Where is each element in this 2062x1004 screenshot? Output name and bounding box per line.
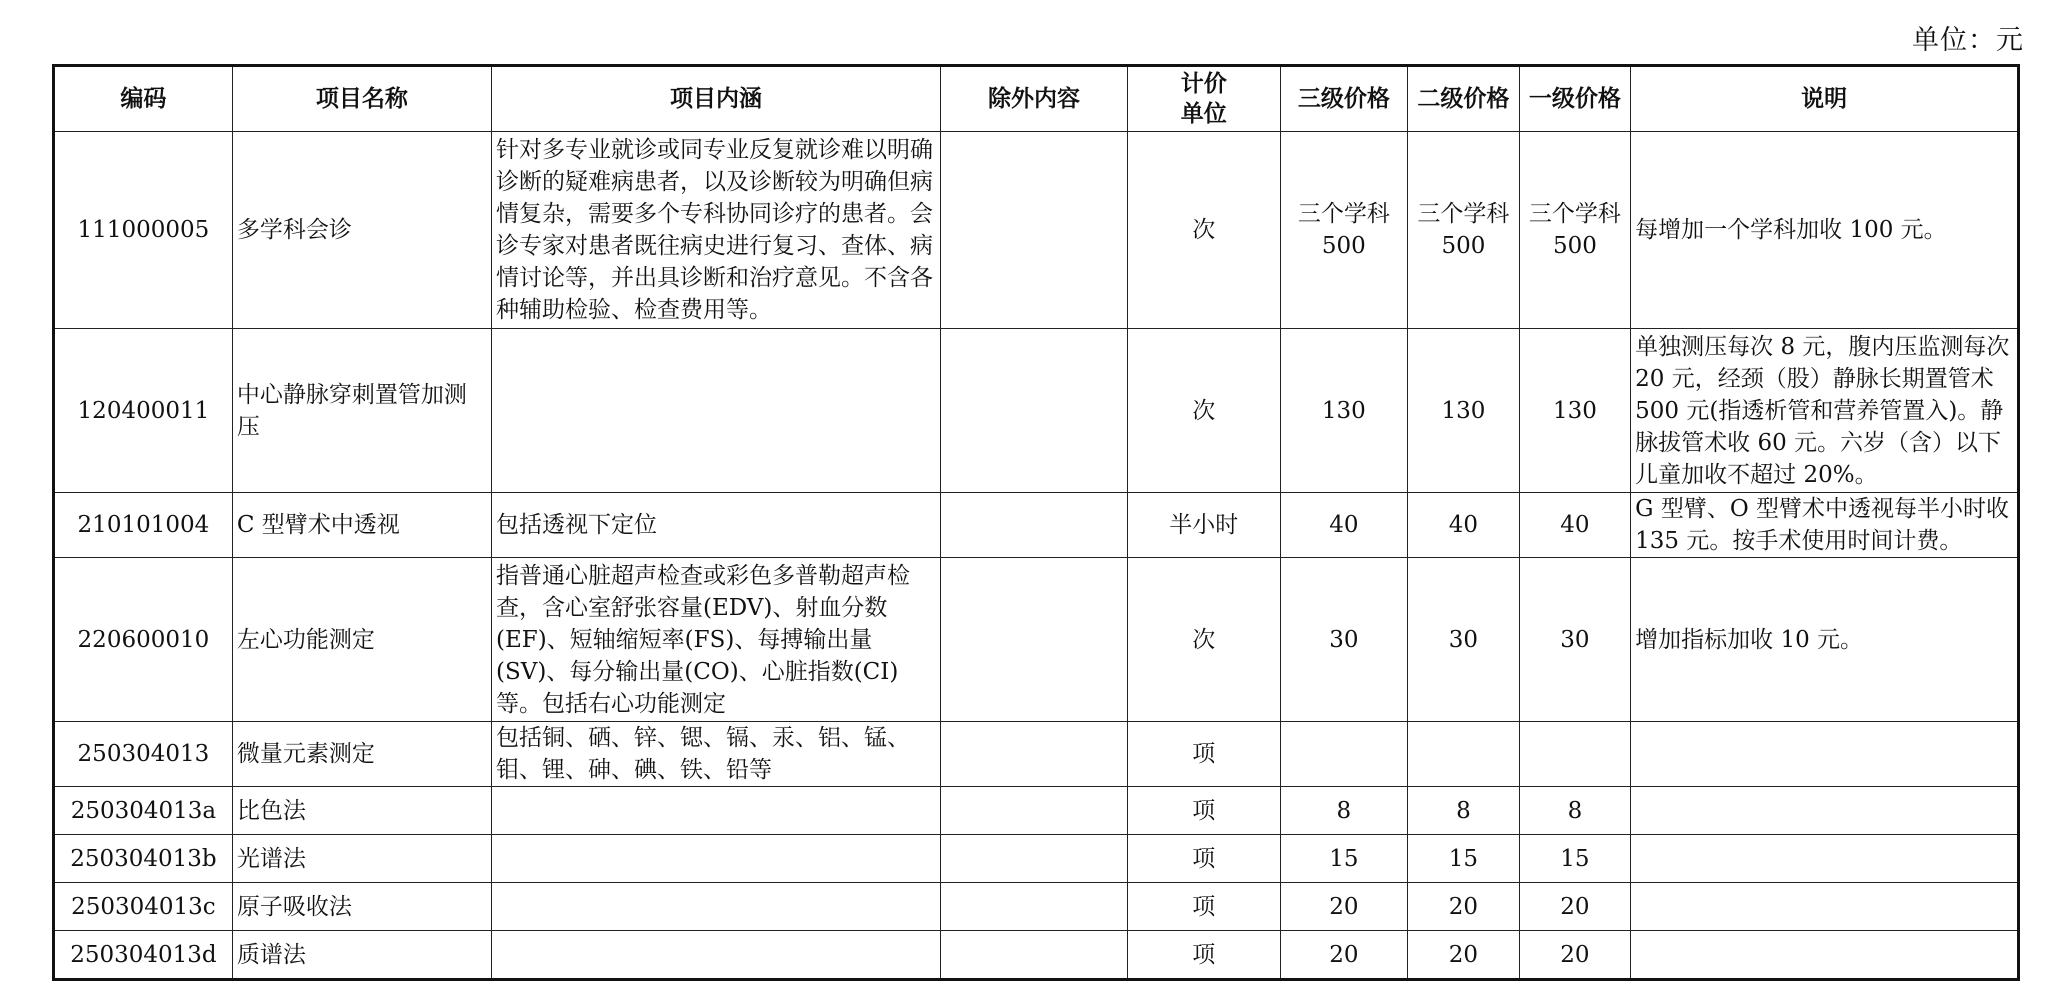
table-row <box>54 329 2019 493</box>
cell-note: G 型臂、O 型臂术中透视每半小时收 135 元。按手术使用时间计费。 <box>1631 493 2019 558</box>
cell-name: 微量元素测定 <box>232 722 491 787</box>
cell-code: 120400011 <box>54 329 233 493</box>
cell-name: 比色法 <box>232 787 491 835</box>
header-code: 编码 <box>54 66 233 132</box>
cell-price2: 40 <box>1408 493 1520 558</box>
cell-unit: 次 <box>1127 329 1280 493</box>
header-price3: 三级价格 <box>1280 66 1408 132</box>
cell-unit: 半小时 <box>1127 493 1280 558</box>
cell-price2: 三个学科 500 <box>1408 132 1520 329</box>
cell-note: 单独测压每次 8 元，腹内压监测每次 20 元，经颈（股）静脉长期置管术 500 元(指透析管和营养管置入)。静脉拔管术收 60 元。六岁（含）以下儿童加收不超过 20%。 <box>1631 329 2019 493</box>
cell-price2: 20 <box>1408 883 1520 931</box>
cell-exclusions <box>941 558 1128 722</box>
cell-content <box>491 787 940 835</box>
cell-name: 质谱法 <box>232 931 491 980</box>
cell-price2 <box>1408 722 1520 787</box>
cell-price3: 20 <box>1280 931 1408 980</box>
cell-unit: 次 <box>1127 558 1280 722</box>
cell-price1: 130 <box>1519 329 1631 493</box>
cell-note <box>1631 722 2019 787</box>
cell-note <box>1631 883 2019 931</box>
cell-price1: 20 <box>1519 883 1631 931</box>
cell-name: 光谱法 <box>232 835 491 883</box>
cell-price1: 20 <box>1519 931 1631 980</box>
cell-unit: 次 <box>1127 132 1280 329</box>
cell-exclusions <box>941 787 1128 835</box>
header-exclusions: 除外内容 <box>941 66 1128 132</box>
cell-name: 多学科会诊 <box>232 132 491 329</box>
cell-content: 指普通心脏超声检查或彩色多普勒超声检查，含心室舒张容量(EDV)、射血分数(EF)、短轴缩短率(FS)、每搏输出量(SV)、每分输出量(CO)、心脏指数(CI)等。包括右心功能测定 <box>491 558 940 722</box>
cell-exclusions <box>941 835 1128 883</box>
cell-exclusions <box>941 722 1128 787</box>
cell-code: 220600010 <box>54 558 233 722</box>
cell-price1: 8 <box>1519 787 1631 835</box>
unit-label: 单位：元 <box>1912 25 2024 56</box>
header-row <box>54 66 2019 132</box>
header-price2: 二级价格 <box>1408 66 1520 132</box>
cell-price1: 三个学科 500 <box>1519 132 1631 329</box>
table-row <box>54 558 2019 722</box>
cell-price3: 130 <box>1280 329 1408 493</box>
cell-content <box>491 931 940 980</box>
cell-note: 增加指标加收 10 元。 <box>1631 558 2019 722</box>
cell-price2: 130 <box>1408 329 1520 493</box>
table-row <box>54 722 2019 787</box>
cell-content <box>491 835 940 883</box>
cell-content: 包括透视下定位 <box>491 493 940 558</box>
header-price1: 一级价格 <box>1519 66 1631 132</box>
cell-content <box>491 329 940 493</box>
cell-price2: 20 <box>1408 931 1520 980</box>
table-row <box>54 132 2019 329</box>
cell-exclusions <box>941 132 1128 329</box>
cell-price3: 三个学科 500 <box>1280 132 1408 329</box>
cell-content: 针对多专业就诊或同专业反复就诊难以明确诊断的疑难病患者，以及诊断较为明确但病情复杂，需要多个专科协同诊疗的患者。会诊专家对患者既往病史进行复习、查体、病情讨论等，并出具诊断和治疗意见。不含各种辅助检验、检查费用等。 <box>491 132 940 329</box>
cell-note: 每增加一个学科加收 100 元。 <box>1631 132 2019 329</box>
header-content: 项目内涵 <box>491 66 940 132</box>
cell-price1: 15 <box>1519 835 1631 883</box>
cell-price3: 15 <box>1280 835 1408 883</box>
cell-note <box>1631 787 2019 835</box>
cell-price1 <box>1519 722 1631 787</box>
cell-price3 <box>1280 722 1408 787</box>
cell-price1: 30 <box>1519 558 1631 722</box>
cell-code: 250304013b <box>54 835 233 883</box>
cell-price2: 15 <box>1408 835 1520 883</box>
cell-unit: 项 <box>1127 787 1280 835</box>
cell-code: 250304013a <box>54 787 233 835</box>
cell-note <box>1631 931 2019 980</box>
cell-code: 111000005 <box>54 132 233 329</box>
table-row <box>54 835 2019 883</box>
cell-exclusions <box>941 493 1128 558</box>
cell-unit: 项 <box>1127 722 1280 787</box>
cell-name: 左心功能测定 <box>232 558 491 722</box>
cell-price1: 40 <box>1519 493 1631 558</box>
header-unit: 计价 单位 <box>1127 66 1280 132</box>
cell-price3: 40 <box>1280 493 1408 558</box>
table-row <box>54 787 2019 835</box>
cell-exclusions <box>941 883 1128 931</box>
table-row <box>54 883 2019 931</box>
cell-exclusions <box>941 329 1128 493</box>
table-row <box>54 493 2019 558</box>
cell-price3: 8 <box>1280 787 1408 835</box>
cell-note <box>1631 835 2019 883</box>
cell-code: 250304013 <box>54 722 233 787</box>
cell-content <box>491 883 940 931</box>
cell-price2: 8 <box>1408 787 1520 835</box>
price-table <box>52 64 2020 981</box>
cell-exclusions <box>941 931 1128 980</box>
cell-content: 包括铜、硒、锌、锶、镉、汞、铝、锰、钼、锂、砷、碘、铁、铅等 <box>491 722 940 787</box>
table-row <box>54 931 2019 980</box>
cell-unit: 项 <box>1127 835 1280 883</box>
cell-name: 中心静脉穿刺置管加测压 <box>232 329 491 493</box>
cell-price2: 30 <box>1408 558 1520 722</box>
cell-price3: 20 <box>1280 883 1408 931</box>
cell-code: 250304013c <box>54 883 233 931</box>
cell-unit: 项 <box>1127 883 1280 931</box>
cell-unit: 项 <box>1127 931 1280 980</box>
header-name: 项目名称 <box>232 66 491 132</box>
header-note: 说明 <box>1631 66 2019 132</box>
cell-code: 250304013d <box>54 931 233 980</box>
cell-price3: 30 <box>1280 558 1408 722</box>
cell-name: C 型臂术中透视 <box>232 493 491 558</box>
cell-name: 原子吸收法 <box>232 883 491 931</box>
cell-code: 210101004 <box>54 493 233 558</box>
